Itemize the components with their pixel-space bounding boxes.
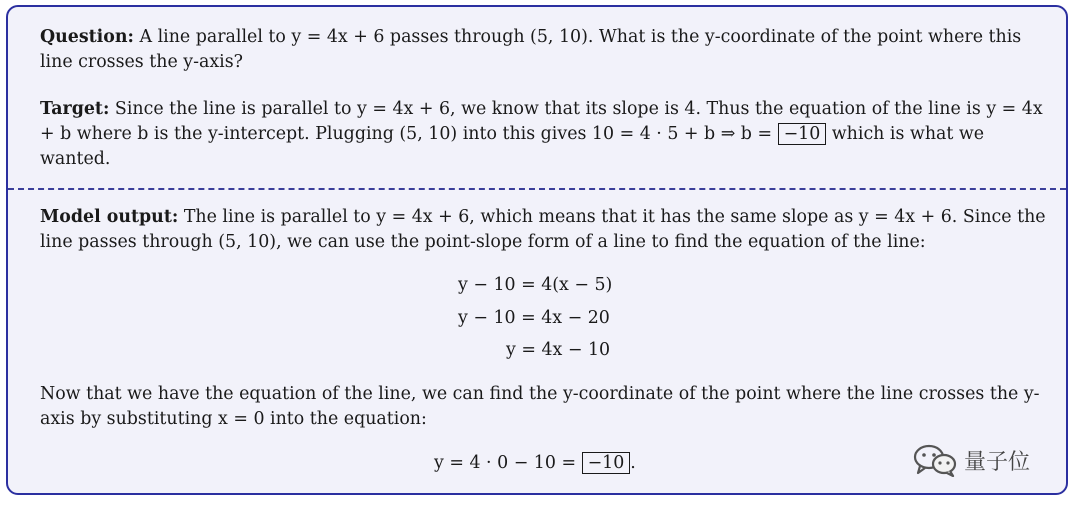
model-output-text: The line is parallel to y = 4x + 6, which means that it has the same slope as y = 4x + 6. Since the line passes through (5, 10), we can use the point-slope form of a line to find the equation of the line:	[40, 207, 1046, 252]
wechat-icon	[912, 443, 958, 477]
example-panel	[6, 5, 1068, 495]
target-text: Since the line is parallel to y = 4x + 6, we know that its slope is 4. Thus the equation of the line is y = 4x + b where b is the y-intercept. Plugging (5, 10) into this gives 10 = 4 · 5 + b ⇒ b =	[40, 99, 1043, 144]
dashed-divider	[8, 188, 1066, 190]
equation-line-2: y − 10 = 4x − 20	[458, 308, 610, 328]
final-boxed-answer: −10	[582, 452, 631, 474]
question-block	[40, 25, 1050, 75]
model-output-text2: Now that we have the equation of the line, we can find the y-coordinate of the point where the line crosses the y-axis by substituting x = 0 into the equation:	[40, 384, 1040, 429]
question-text: A line parallel to y = 4x + 6 passes through (5, 10). What is the y-coordinate of the point where this line crosses the y-axis?	[40, 27, 1022, 72]
question-label: Question:	[40, 27, 134, 47]
model-output-label: Model output:	[40, 207, 179, 227]
final-equation	[434, 453, 636, 473]
equation-line-1: y − 10 = 4(x − 5)	[458, 275, 613, 295]
model-output-continuation	[40, 382, 1050, 432]
final-equation-text: y = 4 · 0 − 10 =	[434, 453, 577, 473]
model-output-block	[40, 205, 1050, 255]
target-text-after: which is what we wanted.	[40, 124, 985, 169]
target-block	[40, 97, 1050, 172]
target-label: Target:	[40, 99, 110, 119]
final-period: .	[630, 453, 636, 473]
target-boxed-answer: −10	[778, 123, 827, 145]
watermark-text: 量子位	[964, 449, 1031, 475]
watermark	[912, 440, 1030, 480]
equation-line-3: y = 4x − 10	[506, 340, 611, 360]
